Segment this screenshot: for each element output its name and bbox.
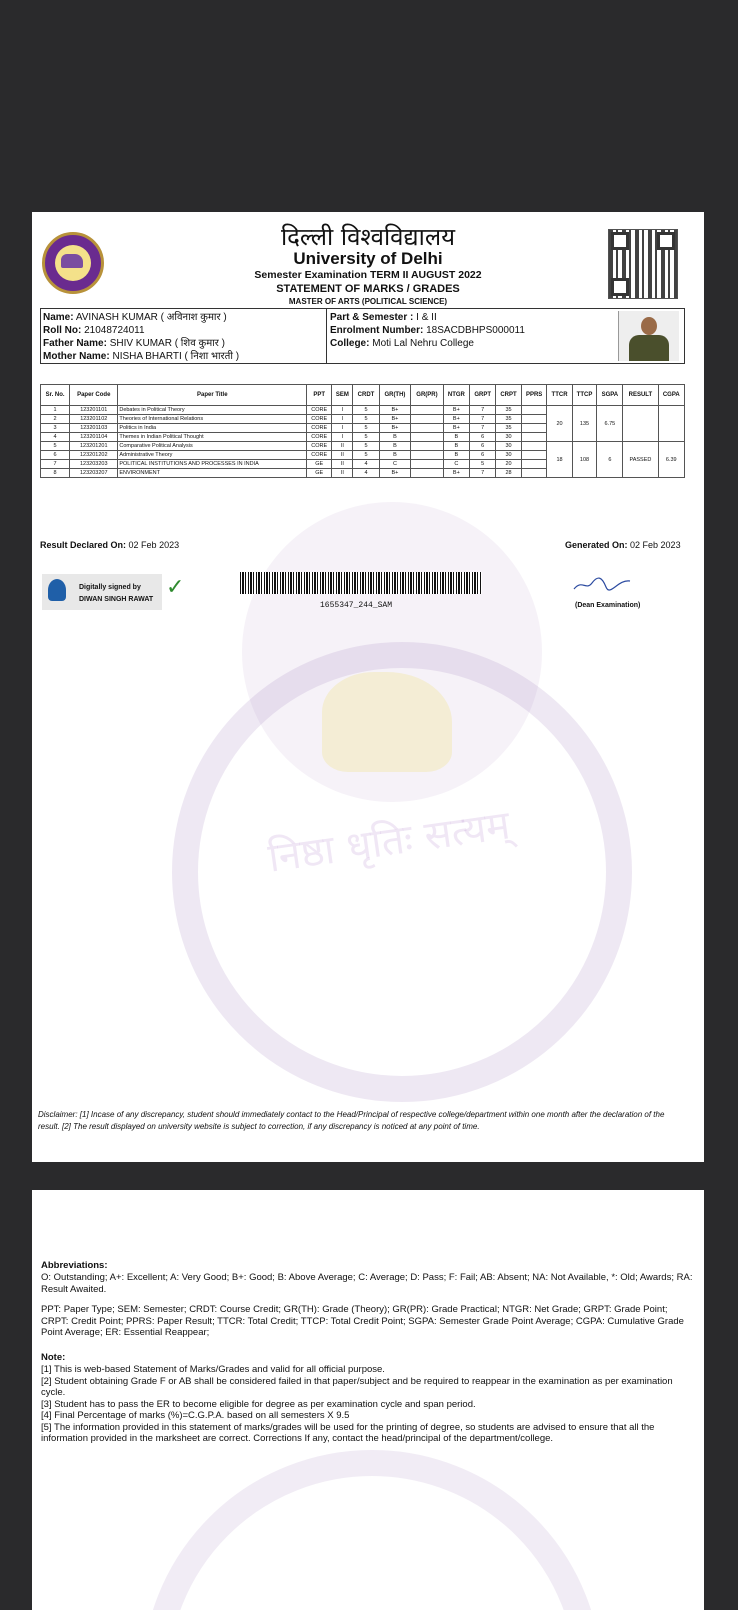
table-row: [41, 406, 685, 415]
table-cell: 5: [353, 424, 379, 433]
marksheet-page-1: [32, 212, 704, 1162]
table-cell: [411, 469, 443, 478]
table-cell: B+: [443, 406, 470, 415]
table-cell: 6: [470, 433, 496, 442]
university-name: University of Delhi: [293, 249, 443, 268]
barcode-number: 1655347_244_SAM: [320, 601, 393, 610]
table-cell: B+: [443, 415, 470, 424]
table-cell: 7: [470, 424, 496, 433]
table-cell: 2: [41, 415, 70, 424]
table-cell: [411, 460, 443, 469]
column-header: TTCR: [547, 385, 572, 406]
table-cell: B+: [379, 469, 411, 478]
college-row: College: Moti Lal Nehru College: [330, 338, 474, 349]
table-cell: 123203207: [70, 469, 118, 478]
note-title: Note:: [41, 1352, 66, 1363]
table-cell: [521, 424, 547, 433]
column-header: CRPT: [496, 385, 522, 406]
note-item: [4] Final Percentage of marks (%)=C.G.P.A. based on all semesters X 9.5: [41, 1410, 350, 1421]
verified-badge-icon: [48, 579, 66, 601]
table-cell: B: [443, 433, 470, 442]
table-cell: 5: [353, 451, 379, 460]
table-cell: 123201102: [70, 415, 118, 424]
semester-summary-sgpa: 6: [597, 442, 623, 478]
abbreviations-columns: PPT: Paper Type; SEM: Semester; CRDT: Course Credit; GR(TH): Grade (Theory); GR(PR): Grade Practical; NTGR: Net Grade; GRPT: Grade Point; CRPT: Credit Point; PPRS: Paper Result; TTCR: Total Credit; TTCP: Total Credit Point; SGPA: Semester Grade Point Average; CGPA: Cumulative Grade Point Average; ER: Essential Reappear;: [41, 1304, 684, 1338]
column-header: SGPA: [597, 385, 623, 406]
generated-on: Generated On: 02 Feb 2023: [565, 540, 681, 550]
column-header: Paper Code: [70, 385, 118, 406]
table-cell: 1: [41, 406, 70, 415]
table-cell: 6: [470, 451, 496, 460]
table-cell: Debates in Political Theory: [118, 406, 307, 415]
table-cell: B: [443, 442, 470, 451]
table-cell: 7: [41, 460, 70, 469]
column-header: SEM: [332, 385, 353, 406]
roll-no-row: Roll No: 21048724011: [43, 325, 145, 336]
roll-no: 21048724011: [84, 325, 145, 336]
table-cell: 7: [470, 415, 496, 424]
table-cell: B+: [379, 415, 411, 424]
table-cell: [411, 406, 443, 415]
table-cell: 123201202: [70, 451, 118, 460]
checkmark-icon: ✓: [166, 574, 185, 599]
table-cell: 30: [496, 451, 522, 460]
table-cell: 123201104: [70, 433, 118, 442]
table-cell: CORE: [307, 451, 332, 460]
table-cell: 5: [353, 415, 379, 424]
table-cell: GE: [307, 460, 332, 469]
table-cell: [521, 442, 547, 451]
table-cell: Politics in India: [118, 424, 307, 433]
table-cell: 5: [353, 442, 379, 451]
table-cell: [521, 406, 547, 415]
column-header: PPRS: [521, 385, 547, 406]
table-cell: [521, 460, 547, 469]
table-cell: 35: [496, 424, 522, 433]
table-cell: 7: [470, 469, 496, 478]
table-cell: 5: [41, 442, 70, 451]
table-cell: [521, 451, 547, 460]
table-cell: Administrative Theory: [118, 451, 307, 460]
elephant-watermark-icon: [322, 672, 452, 772]
table-cell: 35: [496, 415, 522, 424]
column-header: CGPA: [658, 385, 684, 406]
note-item: [1] This is web-based Statement of Marks/Grades and valid for all official purpose.: [41, 1364, 385, 1375]
table-cell: [521, 433, 547, 442]
table-cell: ENVIRONMENT: [118, 469, 307, 478]
part-semester-row: Part & Semester : I & II: [330, 312, 437, 323]
table-cell: B+: [379, 406, 411, 415]
table-cell: C: [443, 460, 470, 469]
table-cell: B+: [443, 469, 470, 478]
mother-name: NISHA BHARTI ( निशा भारती ): [112, 351, 240, 362]
table-cell: 123201101: [70, 406, 118, 415]
semester-summary-sgpa: 6.75: [597, 406, 623, 442]
table-cell: II: [332, 442, 353, 451]
table-cell: B: [379, 451, 411, 460]
mother-name-row: Mother Name: NISHA BHARTI ( निशा भारती ): [43, 351, 240, 362]
student-info-box: [40, 308, 685, 364]
university-name-hindi: दिल्ली विश्वविद्यालय: [280, 223, 456, 251]
table-cell: 4: [353, 469, 379, 478]
college-name: Moti Lal Nehru College: [372, 338, 474, 349]
table-cell: B: [379, 442, 411, 451]
table-cell: 5: [353, 433, 379, 442]
table-cell: 6: [470, 442, 496, 451]
table-cell: 6: [41, 451, 70, 460]
statement-title: STATEMENT OF MARKS / GRADES: [276, 283, 460, 295]
table-cell: 5: [470, 460, 496, 469]
table-cell: Themes in Indian Political Thought: [118, 433, 307, 442]
enrolment-row: Enrolment Number: 18SACDBHPS000011: [330, 325, 525, 336]
table-cell: 123203203: [70, 460, 118, 469]
table-cell: 3: [41, 424, 70, 433]
table-cell: 5: [353, 406, 379, 415]
table-cell: I: [332, 406, 353, 415]
note-item: [3] Student has to pass the ER to become eligible for degree as per examination cycle and span period.: [41, 1398, 476, 1410]
dean-label: (Dean Examination): [575, 602, 641, 609]
semester-summary-ttcp: 135: [572, 406, 597, 442]
watermark-motto: निष्ठा धृतिः सत्यम्: [265, 802, 513, 882]
barcode: [240, 572, 482, 594]
result-declared: Result Declared On: 02 Feb 2023: [40, 540, 180, 550]
table-row: [41, 442, 685, 451]
notes-list: [41, 1364, 693, 1445]
table-cell: [521, 415, 547, 424]
semester-summary-result: [623, 406, 658, 442]
table-cell: B: [443, 451, 470, 460]
table-cell: GE: [307, 469, 332, 478]
table-cell: B+: [443, 424, 470, 433]
student-photo: [618, 311, 679, 361]
table-cell: CORE: [307, 424, 332, 433]
table-header-row: [41, 385, 685, 406]
table-cell: [411, 451, 443, 460]
programme-name: MASTER OF ARTS (POLITICAL SCIENCE): [288, 297, 448, 306]
table-cell: Comparative Political Analysis: [118, 442, 307, 451]
father-name: SHIV KUMAR ( शिव कुमार ): [109, 338, 225, 349]
table-cell: CORE: [307, 442, 332, 451]
table-cell: 123201201: [70, 442, 118, 451]
table-cell: II: [332, 460, 353, 469]
table-cell: B: [379, 433, 411, 442]
table-cell: [411, 442, 443, 451]
student-name-row: Name: AVINASH KUMAR ( अविनाश कुमार ): [43, 312, 227, 323]
semester-summary-ttcr: 18: [547, 442, 572, 478]
table-cell: CORE: [307, 415, 332, 424]
table-cell: II: [332, 469, 353, 478]
table-cell: B+: [379, 424, 411, 433]
table-cell: 30: [496, 433, 522, 442]
digital-signature-box[interactable]: [42, 574, 185, 610]
university-watermark-ring: [142, 1450, 602, 1610]
table-cell: 35: [496, 406, 522, 415]
table-cell: [411, 433, 443, 442]
signer-name: DIWAN SINGH RAWAT: [79, 596, 154, 603]
table-cell: CORE: [307, 433, 332, 442]
table-cell: Theories of International Relations: [118, 415, 307, 424]
abbreviations-title: Abbreviations:: [41, 1260, 108, 1271]
semester-summary-ttcp: 108: [572, 442, 597, 478]
table-cell: 28: [496, 469, 522, 478]
student-name: AVINASH KUMAR ( अविनाश कुमार ): [75, 312, 227, 323]
table-cell: 4: [353, 460, 379, 469]
semester-summary-ttcr: 20: [547, 406, 572, 442]
table-cell: CORE: [307, 406, 332, 415]
table-cell: 123201103: [70, 424, 118, 433]
table-cell: POLITICAL INSTITUTIONS AND PROCESSES IN INDIA: [118, 460, 307, 469]
column-header: Sr. No.: [41, 385, 70, 406]
column-header: GR(TH): [379, 385, 411, 406]
column-header: TTCP: [572, 385, 597, 406]
column-header: RESULT: [623, 385, 658, 406]
table-cell: 30: [496, 442, 522, 451]
enrolment-number: 18SACDBHPS000011: [426, 325, 525, 336]
table-cell: [521, 469, 547, 478]
semester-summary-result: PASSED: [623, 442, 658, 478]
table-cell: [411, 415, 443, 424]
table-cell: II: [332, 451, 353, 460]
note-item: [5] The information provided in this statement of marks/grades will be used for the printing of degree, so students are advised to ensure that all the information provided in the marksheet are correct. Corrections If any, contact the head/principal of the department/college.: [41, 1421, 655, 1444]
column-header: GRPT: [470, 385, 496, 406]
column-header: GR(PR): [411, 385, 443, 406]
qr-code-icon[interactable]: [608, 229, 678, 299]
column-header: CRDT: [353, 385, 379, 406]
table-cell: I: [332, 433, 353, 442]
semester-summary-cgpa: 6.39: [658, 442, 684, 478]
table-cell: [411, 424, 443, 433]
table-cell: 4: [41, 433, 70, 442]
dean-signature-icon: [572, 575, 632, 593]
table-cell: I: [332, 415, 353, 424]
table-cell: C: [379, 460, 411, 469]
marks-table: [40, 384, 685, 478]
signature-line-1: Digitally signed by: [79, 584, 141, 591]
column-header: Paper Title: [118, 385, 307, 406]
semester-exam-title: Semester Examination TERM II AUGUST 2022: [254, 269, 482, 281]
table-cell: I: [332, 424, 353, 433]
table-cell: 20: [496, 460, 522, 469]
marksheet-page-2: [32, 1190, 704, 1610]
disclaimer: Disclaimer: [1] Incase of any discrepancy, student should immediately contact to the Head/Principal of respective college/department within one month after the declaration of the result. [2] The result displayed on university website is subject to correction, if any discrepancy is noticed at any point of time.: [38, 1110, 665, 1131]
part-semester: I & II: [416, 312, 437, 323]
abbreviations-grades: O: Outstanding; A+: Excellent; A: Very Good; B+: Good; B: Above Average; C: Average; D: Pass; F: Fail; AB: Absent; NA: Not Available, *: Old; Awards; RA: Result Awaited.: [41, 1272, 693, 1295]
father-name-row: Father Name: SHIV KUMAR ( शिव कुमार ): [43, 338, 225, 349]
table-cell: 7: [470, 406, 496, 415]
column-header: PPT: [307, 385, 332, 406]
note-item: [2] Student obtaining Grade F or AB shall be considered failed in that paper/subject and be required to reappear in the examination as per examination cycle.: [41, 1375, 673, 1398]
column-header: NTGR: [443, 385, 470, 406]
semester-summary-cgpa: [658, 406, 684, 442]
table-cell: 8: [41, 469, 70, 478]
